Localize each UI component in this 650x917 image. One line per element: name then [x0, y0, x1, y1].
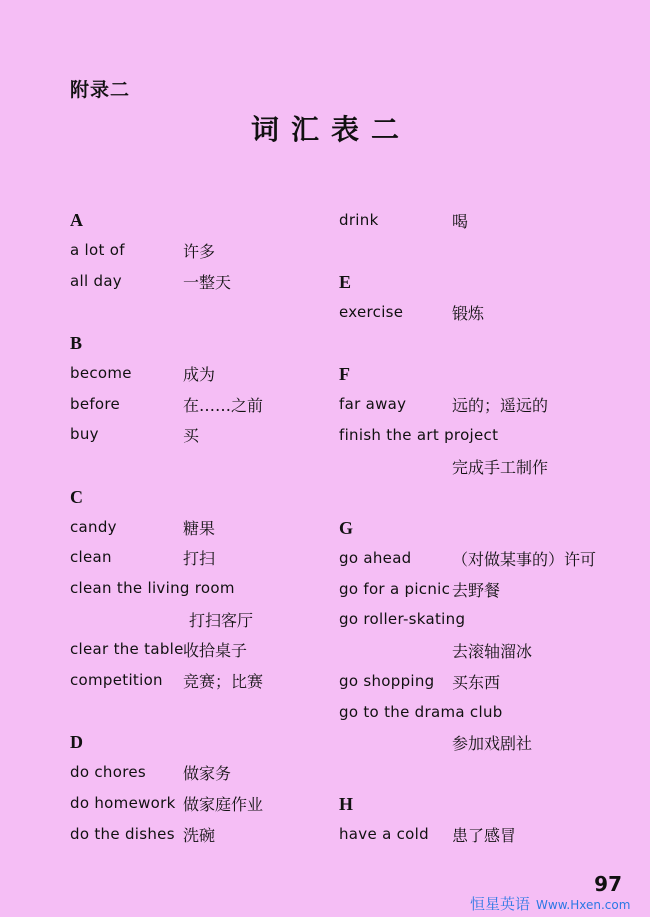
vocab-chinese: 患了感冒: [452, 826, 517, 846]
vocab-english: do the dishes: [70, 824, 175, 843]
vocab-english: exercise: [339, 303, 404, 322]
vocab-chinese: 锻炼: [452, 304, 485, 324]
vocab-english: clean: [70, 548, 112, 567]
vocab-chinese: 在……之前: [183, 395, 264, 415]
vocab-english: clear the table: [70, 640, 184, 659]
vocab-chinese: 做家庭作业: [183, 794, 264, 814]
vocab-chinese: 买东西: [452, 672, 501, 692]
vocab-english: all day: [70, 271, 122, 290]
vocab-english: a lot of: [70, 241, 125, 259]
vocab-english: clean the living room: [70, 578, 235, 597]
vocab-chinese: 打扫客厅: [189, 610, 254, 630]
vocab-english: go for a picnic: [339, 579, 451, 598]
vocab-english: go ahead: [339, 549, 412, 567]
vocab-chinese: 去野餐: [452, 580, 501, 600]
vocab-chinese: 成为: [183, 364, 216, 384]
vocab-chinese: 远的；遥远的: [452, 396, 549, 416]
vocab-chinese: 洗碗: [183, 825, 216, 845]
vocab-english: go to the drama club: [339, 702, 503, 721]
section-letter: A: [70, 210, 83, 230]
vocab-english: buy: [70, 425, 99, 444]
watermark-site: Www.Hxen.com: [536, 898, 631, 912]
page-title: 词汇表二: [250, 113, 411, 146]
vocab-chinese: 竞赛；比赛: [183, 672, 264, 691]
vocab-english: competition: [70, 671, 163, 689]
vocab-chinese: 去滚轴溜冰: [452, 642, 533, 662]
vocab-english: drink: [339, 211, 379, 229]
vocab-chinese: 收拾桌子: [183, 641, 248, 661]
vocab-chinese: （对做某事的）许可: [452, 550, 597, 569]
section-letter: B: [70, 332, 83, 353]
vocab-english: before: [70, 394, 121, 413]
section-letter: H: [339, 794, 354, 815]
vocab-english: go roller-skating: [339, 610, 466, 629]
vocab-english: far away: [339, 395, 407, 414]
vocab-english: do chores: [70, 763, 146, 782]
watermark-brand: 恒星英语: [470, 895, 531, 913]
vocab-chinese: 买: [183, 426, 200, 446]
vocab-chinese: 喝: [452, 212, 469, 231]
watermark: [470, 893, 630, 914]
vocab-english: finish the art project: [339, 426, 499, 445]
vocab-english: become: [70, 363, 132, 382]
vocab-english: candy: [70, 517, 117, 536]
vocab-chinese: 糖果: [183, 518, 216, 538]
vocab-chinese: 一整天: [183, 272, 232, 292]
section-letter: D: [70, 732, 83, 753]
vocab-chinese: 打扫: [183, 549, 216, 569]
vocab-english: do homework: [70, 793, 176, 812]
vocab-english: have a cold: [339, 825, 429, 844]
appendix-label: 附录二: [70, 79, 131, 101]
vocab-english: go shopping: [339, 671, 435, 690]
section-letter: E: [339, 272, 352, 293]
section-letter: G: [339, 518, 354, 538]
vocab-chinese: 参加戏剧社: [452, 734, 533, 754]
vocab-chinese: 完成手工制作: [452, 457, 549, 477]
vocab-chinese: 许多: [183, 242, 216, 261]
vocab-chinese: 做家务: [183, 764, 232, 784]
page-number: 97: [594, 872, 622, 896]
section-letter: F: [339, 364, 350, 385]
section-letter: C: [70, 486, 83, 507]
